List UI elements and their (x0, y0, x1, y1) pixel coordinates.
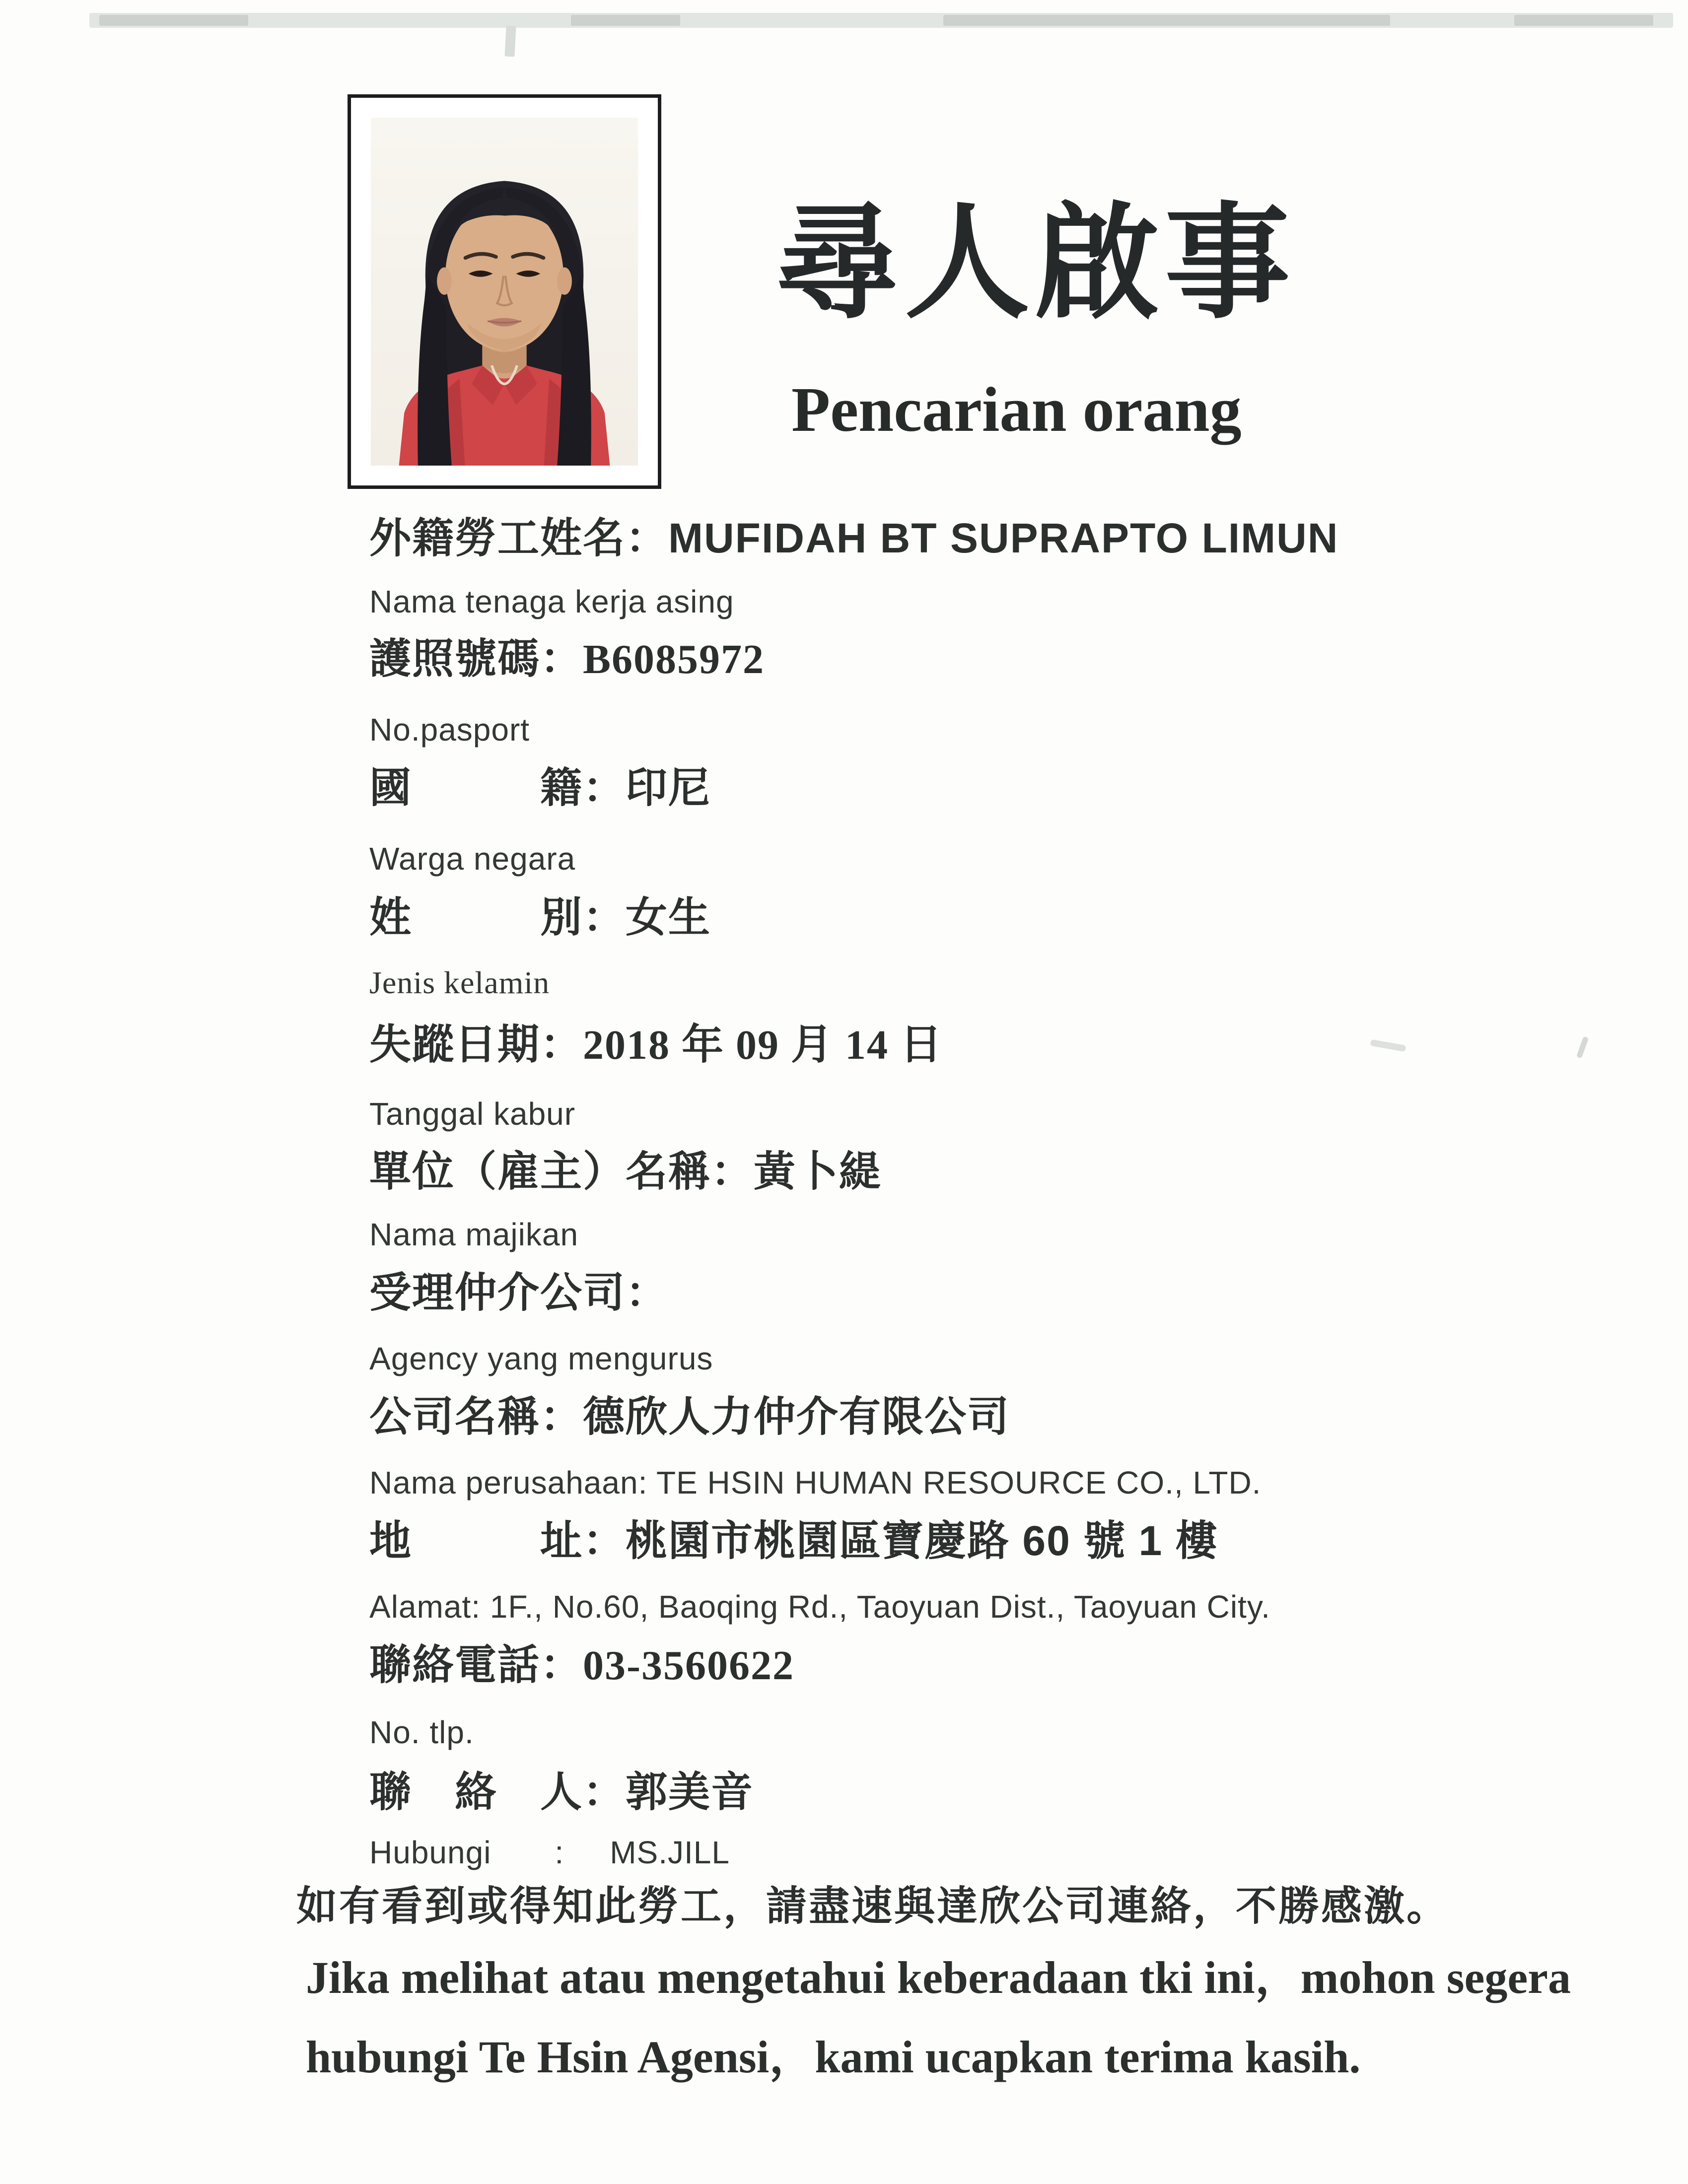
colon: ： (583, 1517, 626, 1564)
field-worker-name-sublabel: Nama tenaga kerja asing (369, 584, 734, 619)
field-passport-sublabel: No.pasport (369, 712, 530, 748)
field-employer-sublabel: Nama majikan (369, 1217, 579, 1252)
hubungi-label: Hubungi (369, 1835, 492, 1870)
field-contact-sublabel (369, 1837, 730, 1868)
field-passport (369, 635, 765, 682)
field-nationality-value: 印尼 (626, 764, 711, 811)
colon: ： (711, 1148, 754, 1195)
field-company-sublabel: Nama perusahaan: TE HSIN HUMAN RESOURCE CO., LTD. (369, 1465, 1262, 1501)
hubungi-colon: : (555, 1835, 564, 1870)
field-worker-name-label: 外籍勞工姓名 (369, 515, 626, 561)
field-missing-date-label: 失蹤日期 (369, 1021, 541, 1068)
scan-artifact-smudge (1576, 1036, 1589, 1058)
scan-artifact-dash (1514, 15, 1653, 26)
field-worker-name-value: MUFIDAH BT SUPRAPTO LIMUN (668, 515, 1339, 561)
page-title-chinese: 尋人啟事 (774, 195, 1295, 334)
field-address-sublabel: Alamat: 1F., No.60, Baoqing Rd., Taoyuan Dist., Taoyuan City. (369, 1589, 1270, 1625)
field-passport-label: 護照號碼 (369, 635, 541, 682)
field-contact (369, 1771, 754, 1813)
field-phone-label: 聯絡電話 (369, 1641, 541, 1688)
colon: ： (540, 1393, 583, 1440)
field-worker-name (369, 517, 1338, 559)
footer-notice-indonesian-2: hubungi Te Hsin Agensi，kami ucapkan terima kasih. (306, 2032, 1361, 2082)
colon: ： (583, 894, 626, 941)
colon: ： (540, 1641, 583, 1688)
field-gender-label: 姓 別 (369, 894, 583, 941)
portrait-illustration (371, 118, 638, 466)
colon: ： (626, 1269, 669, 1316)
scan-artifact-band (89, 13, 1673, 28)
scan-artifact-dash (99, 15, 248, 26)
scan-artifact-dash (943, 15, 1390, 26)
field-employer-label: 單位（雇主）名稱 (369, 1148, 711, 1195)
field-missing-date-sublabel: Tanggal kabur (369, 1096, 576, 1132)
field-agency-label: 受理仲介公司 (369, 1269, 626, 1316)
field-nationality-sublabel: Warga negara (369, 841, 576, 877)
scan-artifact-smudge (1370, 1039, 1406, 1052)
footer-notice-indonesian-1: Jika melihat atau mengetahui keberadaan tki ini，mohon segera (306, 1952, 1571, 2003)
field-phone-value: 03-3560622 (583, 1642, 795, 1689)
field-address-value: 桃園市桃園區寶慶路 60 號 1 樓 (626, 1517, 1218, 1564)
field-company (369, 1393, 1010, 1440)
field-phone (369, 1641, 795, 1689)
field-company-value: 德欣人力仲介有限公司 (583, 1393, 1010, 1440)
colon: ： (626, 515, 669, 561)
scan-artifact-dash (571, 15, 680, 26)
field-address-label: 地 址 (369, 1517, 583, 1564)
field-agency (369, 1269, 669, 1316)
colon: ： (583, 764, 626, 811)
page-title-indonesian: Pencarian orang (791, 374, 1242, 445)
field-phone-sublabel: No. tlp. (369, 1714, 474, 1750)
field-nationality-label: 國 籍 (369, 764, 583, 811)
field-contact-value: 郭美音 (626, 1769, 754, 1815)
portrait-photo (371, 118, 638, 466)
field-missing-date (369, 1021, 943, 1068)
field-employer-value: 黃卜緹 (754, 1148, 882, 1195)
colon: ： (540, 635, 583, 682)
field-passport-value: B6085972 (583, 636, 765, 682)
field-company-label: 公司名稱 (369, 1393, 541, 1440)
id-photo-frame (348, 94, 661, 489)
field-gender (369, 894, 711, 941)
scan-artifact-drip (504, 26, 516, 57)
field-address (369, 1517, 1218, 1564)
field-missing-date-value: 2018 年 09 月 14 日 (583, 1022, 943, 1068)
field-nationality (369, 764, 711, 811)
field-gender-sublabel: Jenis kelamin (369, 965, 550, 1000)
colon: ： (540, 1021, 583, 1068)
field-employer (369, 1148, 882, 1195)
footer-notice-chinese: 如有看到或得知此勞工，請盡速與達欣公司連絡，不勝感激。 (296, 1884, 1450, 1929)
field-agency-sublabel: Agency yang mengurus (369, 1341, 713, 1376)
hubungi-value: MS.JILL (610, 1835, 730, 1870)
field-contact-label: 聯 絡 人 (369, 1769, 583, 1815)
field-gender-value: 女生 (626, 894, 711, 941)
colon: ： (583, 1769, 626, 1815)
